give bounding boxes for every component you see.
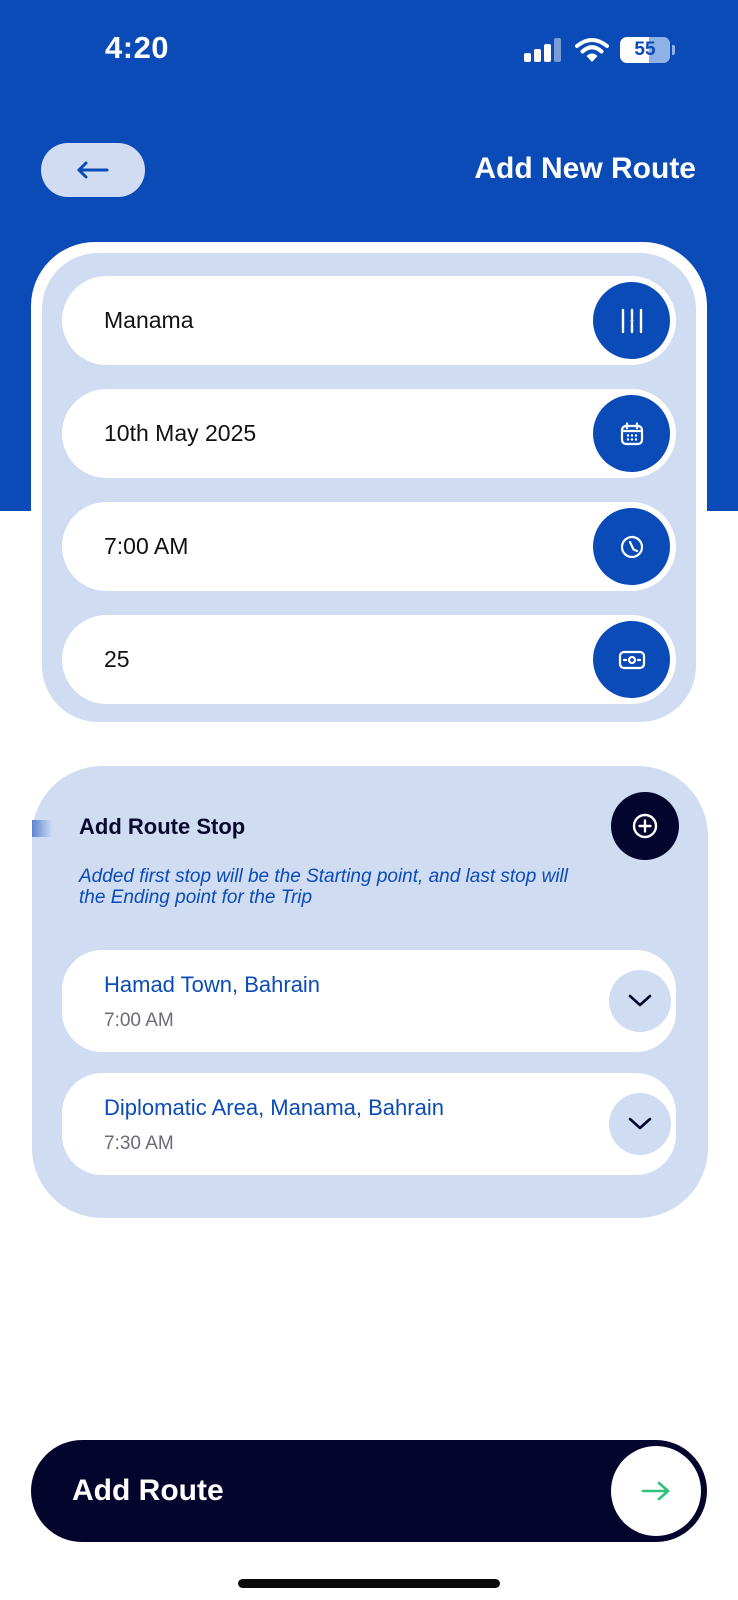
add-route-label: Add Route <box>72 1474 224 1507</box>
section-marker <box>32 820 52 837</box>
battery-level: 55 <box>634 39 656 60</box>
arrow-left-icon <box>76 160 110 180</box>
battery-icon <box>620 37 670 63</box>
chevron-down-icon <box>627 993 653 1009</box>
stop-place: Diplomatic Area, Manama, Bahrain <box>104 1095 444 1120</box>
route-stops-title: Add Route Stop <box>79 814 246 839</box>
stop-time: 7:30 AM <box>104 1133 174 1154</box>
route-stop-item[interactable] <box>62 950 676 1052</box>
stop-place: Hamad Town, Bahrain <box>104 972 321 997</box>
back-button[interactable] <box>41 143 145 197</box>
location-select-button[interactable] <box>593 282 670 359</box>
status-time: 4:20 <box>105 30 170 65</box>
chevron-down-icon <box>627 1116 653 1132</box>
plus-circle-icon <box>631 812 659 840</box>
seats-button[interactable] <box>593 621 670 698</box>
time-field[interactable] <box>62 502 676 591</box>
time-picker-button[interactable] <box>593 508 670 585</box>
sliders-icon <box>617 306 647 336</box>
battery-tip <box>672 45 675 55</box>
cellular-signal-icon <box>524 38 562 62</box>
route-stops-hint: Added first stop will be the Starting point, and last stop will the Ending point for the Trip <box>79 866 568 908</box>
add-route-arrow-button[interactable] <box>611 1446 701 1536</box>
time-value: 7:00 AM <box>104 533 189 559</box>
location-field[interactable] <box>62 276 676 365</box>
stop-time: 7:00 AM <box>104 1010 174 1031</box>
home-indicator <box>238 1579 500 1588</box>
date-picker-button[interactable] <box>593 395 670 472</box>
clock-icon <box>619 534 645 560</box>
add-stop-button[interactable] <box>611 792 679 860</box>
seats-value: 25 <box>104 646 130 672</box>
ticket-icon <box>618 648 646 672</box>
seats-field[interactable] <box>62 615 676 704</box>
expand-stop-button[interactable] <box>609 1093 671 1155</box>
add-route-button[interactable] <box>31 1440 707 1542</box>
calendar-icon <box>619 421 645 447</box>
expand-stop-button[interactable] <box>609 970 671 1032</box>
date-field[interactable] <box>62 389 676 478</box>
page-title: Add New Route <box>474 152 696 185</box>
location-value: Manama <box>104 307 194 333</box>
date-value: 10th May 2025 <box>104 420 257 446</box>
wifi-icon <box>575 37 609 63</box>
route-stop-item[interactable] <box>62 1073 676 1175</box>
arrow-right-icon <box>641 1480 671 1502</box>
